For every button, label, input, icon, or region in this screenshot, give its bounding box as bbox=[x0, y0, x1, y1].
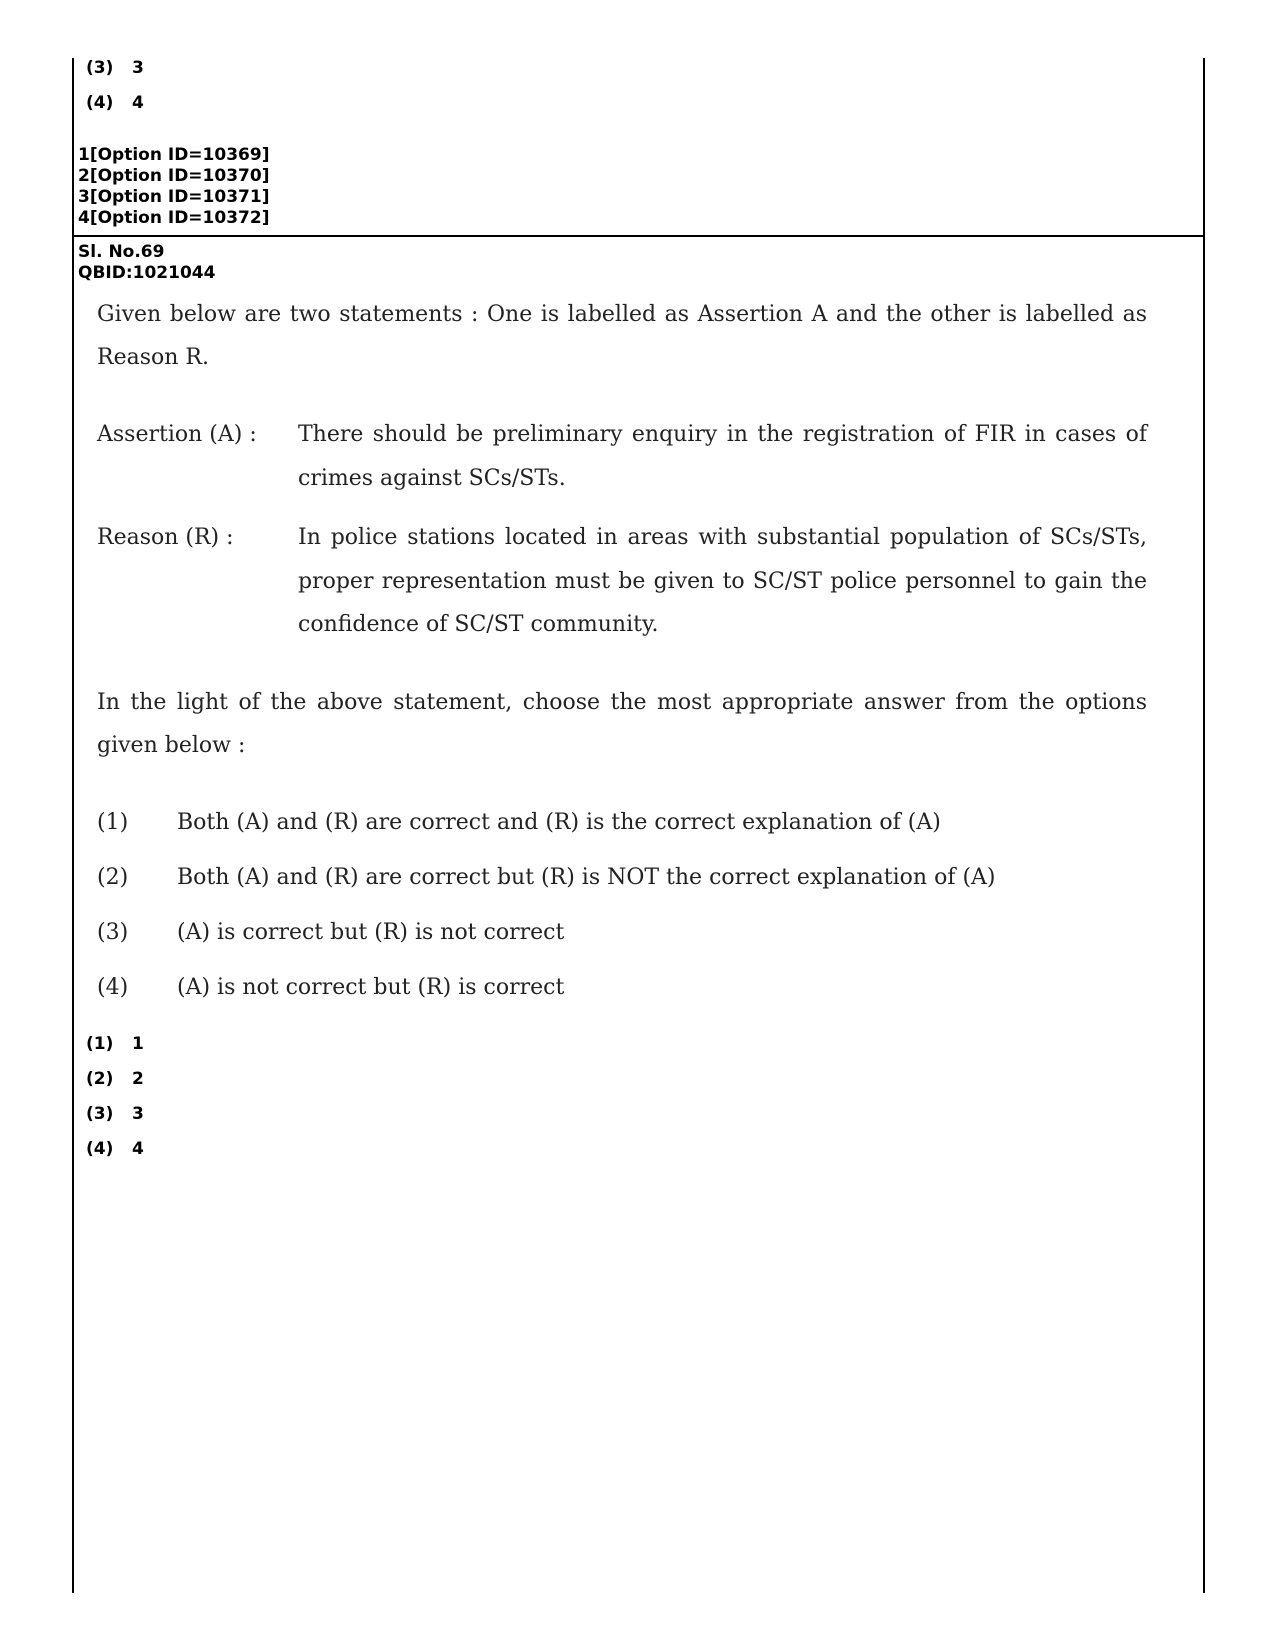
choice-number: (4) bbox=[97, 975, 129, 1000]
prompt-line-2: given below : bbox=[97, 733, 246, 758]
choice-text: Both (A) and (R) are correct but (R) is NOT the correct explanation of (A) bbox=[177, 865, 996, 890]
choice-text: (A) is correct but (R) is not correct bbox=[177, 920, 565, 945]
reason-label: Reason (R) : bbox=[97, 525, 234, 550]
prev-option-val: 4 bbox=[132, 93, 144, 113]
answer-option-val: 4 bbox=[132, 1139, 144, 1159]
question-divider bbox=[72, 235, 1205, 237]
prev-option-num: (4) bbox=[86, 93, 114, 113]
option-id-1: 1[Option ID=10369] bbox=[78, 145, 270, 165]
answer-option-val: 1 bbox=[132, 1034, 144, 1054]
answer-option-val: 2 bbox=[132, 1069, 144, 1089]
answer-option-val: 3 bbox=[132, 1104, 144, 1124]
answer-option-1[interactable] bbox=[86, 1034, 144, 1054]
option-id-2: 2[Option ID=10370] bbox=[78, 166, 270, 186]
answer-option-3[interactable] bbox=[86, 1104, 144, 1124]
qbid: QBID:1021044 bbox=[78, 263, 216, 283]
prev-option-3 bbox=[86, 58, 144, 78]
answer-option-num: (3) bbox=[86, 1104, 114, 1124]
answer-option-4[interactable] bbox=[86, 1139, 144, 1159]
intro-line-1: Given below are two statements : One is labelled as Assertion A and the other is labelled as bbox=[97, 302, 1147, 327]
prev-option-val: 3 bbox=[132, 58, 144, 78]
choice-number: (3) bbox=[97, 920, 129, 945]
reason-line-2: proper representation must be given to SC/ST police personnel to gain the bbox=[298, 569, 1147, 594]
assertion-label: Assertion (A) : bbox=[97, 422, 257, 447]
answer-option-num: (4) bbox=[86, 1139, 114, 1159]
assertion-line-1: There should be preliminary enquiry in the registration of FIR in cases of bbox=[298, 422, 1147, 447]
answer-option-num: (2) bbox=[86, 1069, 114, 1089]
answer-option-num: (1) bbox=[86, 1034, 114, 1054]
prev-option-num: (3) bbox=[86, 58, 114, 78]
choice-text: Both (A) and (R) are correct and (R) is the correct explanation of (A) bbox=[177, 810, 941, 835]
serial-number: Sl. No.69 bbox=[78, 242, 165, 262]
choice-number: (1) bbox=[97, 810, 129, 835]
prev-option-4 bbox=[86, 93, 144, 113]
choice-number: (2) bbox=[97, 865, 129, 890]
answer-option-2[interactable] bbox=[86, 1069, 144, 1089]
choice-text: (A) is not correct but (R) is correct bbox=[177, 975, 565, 1000]
option-id-4: 4[Option ID=10372] bbox=[78, 208, 270, 228]
intro-line-2: Reason R. bbox=[97, 345, 209, 370]
reason-line-3: confidence of SC/ST community. bbox=[298, 612, 659, 637]
option-id-3: 3[Option ID=10371] bbox=[78, 187, 270, 207]
reason-line-1: In police stations located in areas with substantial population of SCs/STs, bbox=[298, 525, 1147, 550]
prompt-line-1: In the light of the above statement, choose the most appropriate answer from the options bbox=[97, 690, 1147, 715]
assertion-line-2: crimes against SCs/STs. bbox=[298, 466, 566, 491]
